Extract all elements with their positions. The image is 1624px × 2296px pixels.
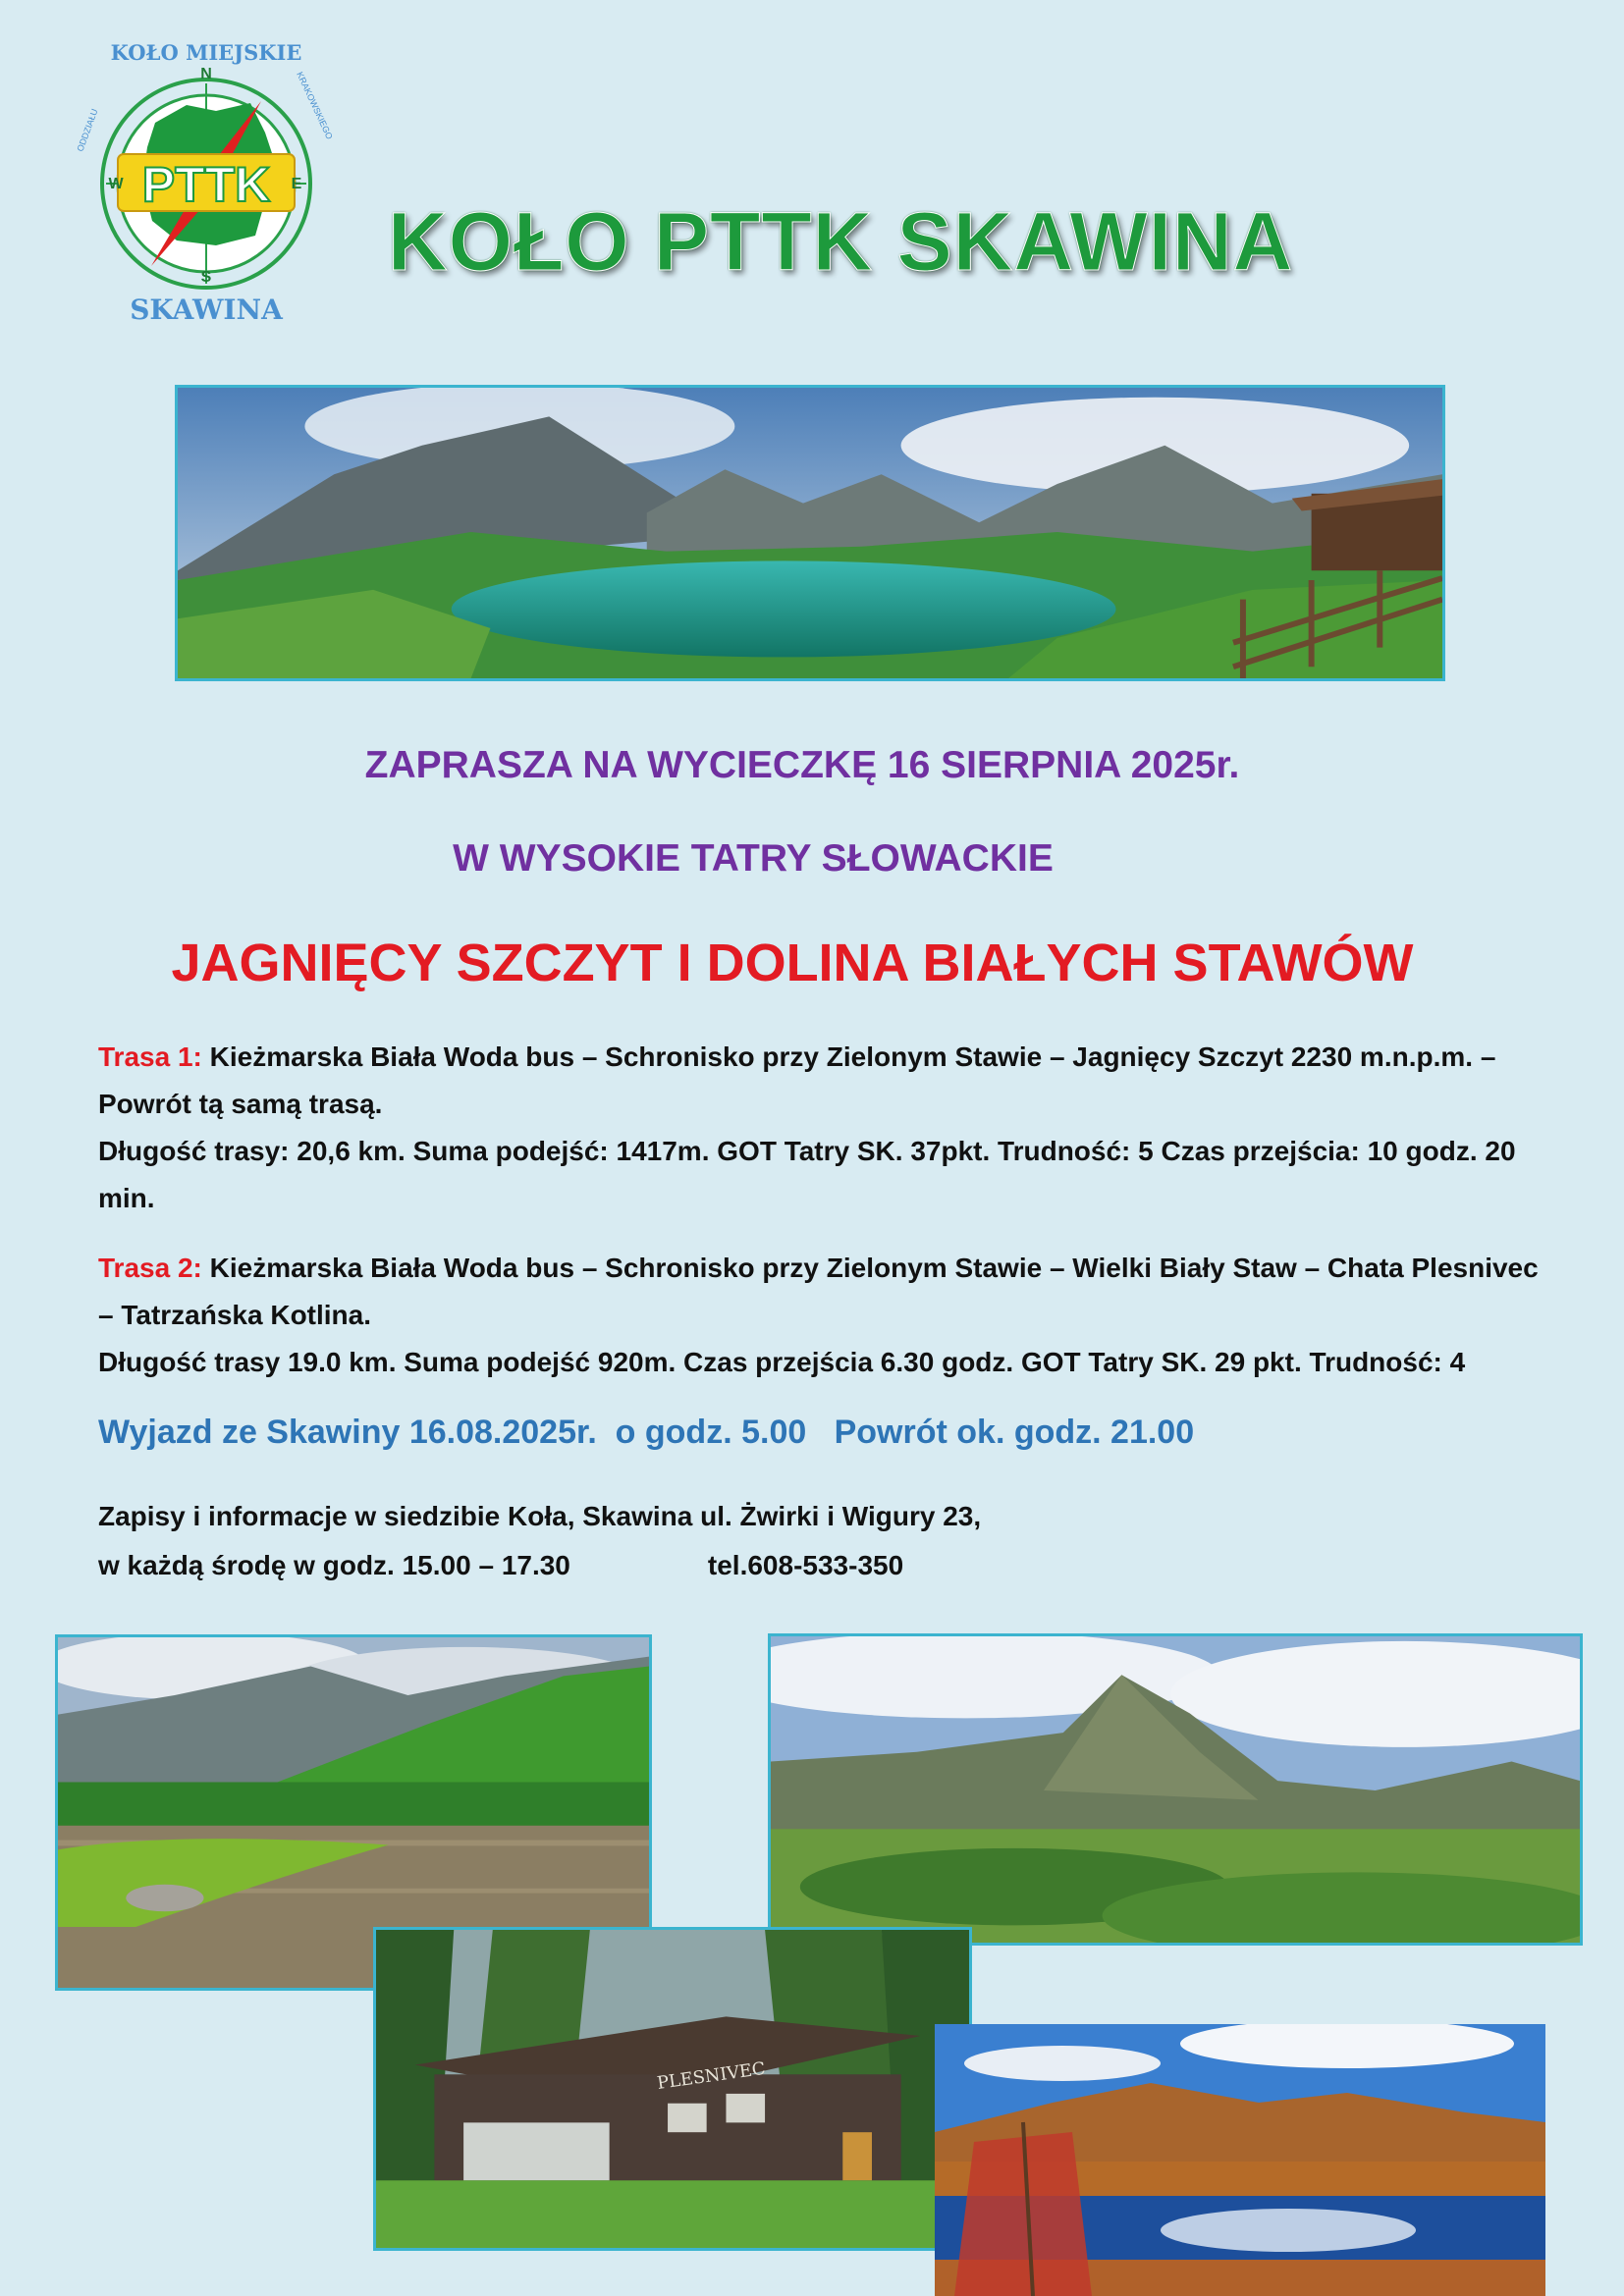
chalet-sign-text: PLESNIVEC (656, 2058, 767, 2094)
registration-info (98, 1492, 981, 1590)
route-1 (98, 1034, 1551, 1222)
svg-text:E: E (291, 176, 302, 192)
route-2 (98, 1245, 1551, 1386)
pttk-logo (69, 34, 344, 329)
svg-text:W: W (108, 176, 124, 192)
logo-bottom-text: SKAWINA (130, 294, 283, 326)
info-line-2: w każdą środę w godz. 15.00 – 17.30 tel.608-533-350 (98, 1550, 904, 1580)
route-2-description: Kieżmarska Biała Woda bus – Schronisko przy Zielonym Stawie – Wielki Biały Staw – Chata Plesnivec – Tatrzańska Kotlina. (98, 1253, 1539, 1330)
chalet-photo (373, 1927, 972, 2251)
svg-text:ODDZIAŁU: ODDZIAŁU (75, 107, 100, 153)
departure-info: Wyjazd ze Skawiny 16.08.2025r. o godz. 5.00 Powrót ok. godz. 21.00 (98, 1414, 1195, 1451)
svg-text:KRAKOWSKIEGO: KRAKOWSKIEGO (295, 70, 335, 141)
logo-center-text: PTTK (141, 157, 271, 212)
panorama-photo (175, 385, 1445, 681)
invite-line: ZAPRASZA NA WYCIECZKĘ 16 SIERPNIA 2025r. (364, 744, 1240, 786)
svg-text:N: N (200, 66, 212, 82)
autumn-lake-photo (935, 2024, 1545, 2296)
info-line-1: Zapisy i informacje w siedzibie Koła, Skawina ul. Żwirki i Wigury 23, (98, 1501, 982, 1531)
route-1-description: Kieżmarska Biała Woda bus – Schronisko przy Zielonym Stawie – Jagnięcy Szczyt 2230 m.n.p.m. – Powrót tą samą trasą. (98, 1041, 1496, 1119)
svg-text:S: S (200, 269, 212, 286)
peak-photo (768, 1633, 1583, 1946)
route-2-details: Długość trasy 19.0 km. Suma podejść 920m. Czas przejścia 6.30 godz. GOT Tatry SK. 29 pkt. Trudność: 4 (98, 1347, 1466, 1377)
logo-top-text: KOŁO MIEJSKIE (110, 40, 302, 65)
route-1-label: Trasa 1: (98, 1041, 202, 1072)
route-1-details: Długość trasy: 20,6 km. Suma podejść: 1417m. GOT Tatry SK. 37pkt. Trudność: 5 Czas przejścia: 10 godz. 20 min. (98, 1136, 1516, 1213)
page-title: KOŁO PTTK SKAWINA (388, 195, 1294, 288)
trip-headline: JAGNIĘCY SZCZYT I DOLINA BIAŁYCH STAWÓW (171, 934, 1414, 992)
route-2-label: Trasa 2: (98, 1253, 202, 1283)
region-line: W WYSOKIE TATRY SŁOWACKIE (453, 837, 1054, 880)
